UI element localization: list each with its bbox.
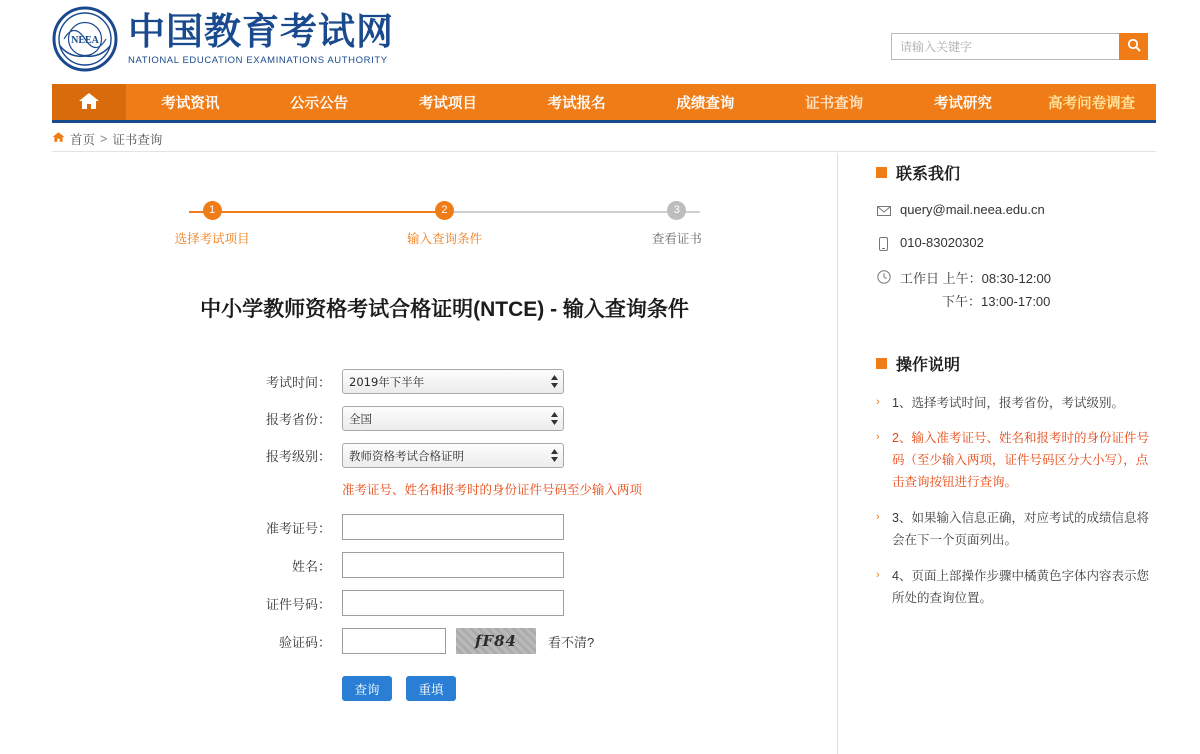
- search-button[interactable]: [1119, 33, 1148, 60]
- nav-item-2[interactable]: 考试项目: [418, 95, 477, 112]
- field-ticket: [52, 514, 837, 540]
- field-id-number: [52, 590, 837, 616]
- instruction-text-2: 3、如果输入信息正确，对应考试的成绩信息将会在下一个页面列出。: [892, 511, 1149, 547]
- captcha-refresh-link[interactable]: 看不清?: [548, 634, 595, 650]
- id-input[interactable]: [342, 590, 564, 616]
- main-column: [52, 153, 838, 754]
- step-1-label: 选择考试项目: [174, 232, 250, 246]
- contact-hours-line2: 下午：13:00-17:00: [942, 293, 1051, 309]
- contact-hours-line1: 工作日 上午：08:30-12:00: [900, 271, 1052, 286]
- chevron-right-icon: ›: [876, 431, 880, 444]
- field-name: [52, 552, 837, 578]
- captcha-label: 验证码：: [278, 634, 331, 650]
- province-label: 报考省份：: [265, 412, 331, 427]
- home-icon: [52, 131, 65, 146]
- neea-seal-icon: [52, 6, 118, 72]
- contact-phone-row: [876, 235, 1155, 251]
- step-2-number: 2: [435, 201, 454, 220]
- instruction-text-0: 1、选择考试时间，报考省份，考试级别。: [892, 395, 1124, 410]
- site-header: [0, 0, 1200, 84]
- id-label: 证件号码：: [265, 596, 331, 612]
- instructions-title-text: 操作说明: [896, 356, 961, 374]
- step-3-label: 查看证书: [651, 232, 702, 246]
- nav-item-home[interactable]: [52, 84, 126, 120]
- stepper-arrows-icon: [551, 444, 558, 467]
- square-bullet-icon: [876, 358, 887, 369]
- instruction-item-2: [876, 508, 1155, 552]
- nav-item-5[interactable]: 证书查询: [805, 95, 864, 112]
- instructions-panel: [876, 352, 1155, 610]
- nav-item-7[interactable]: 高考问卷调查: [1048, 95, 1136, 112]
- contact-email-row: [876, 202, 1155, 218]
- instruction-item-1: [876, 428, 1155, 494]
- province-select[interactable]: [342, 406, 564, 431]
- form-hint: 准考证号、姓名和报考时的身份证件号码至少输入两项: [342, 483, 643, 497]
- main-nav: [52, 84, 1156, 123]
- exam-time-value: 2019年下半年: [349, 374, 425, 389]
- step-2[interactable]: [328, 199, 560, 247]
- field-exam-time: [52, 369, 837, 394]
- brand-name-cn: 中国教育考试网: [128, 9, 394, 53]
- nav-item-0[interactable]: 考试资讯: [161, 95, 220, 112]
- instruction-text-1: 2、输入准考证号、姓名和报考时的身份证件号码（至少输入两项，证件号码区分大小写），点击查询按钮进行查询。: [892, 431, 1149, 490]
- form-buttons: [342, 676, 837, 701]
- stepper-arrows-icon: [551, 407, 558, 430]
- field-level: [52, 443, 837, 468]
- sidebar: [838, 153, 1155, 754]
- chevron-right-icon: ›: [876, 511, 880, 523]
- search-input[interactable]: [891, 33, 1119, 60]
- name-label: 姓名：: [291, 558, 331, 574]
- search-icon: [1127, 38, 1141, 55]
- instructions-panel-title: [876, 352, 1155, 375]
- exam-time-select[interactable]: [342, 369, 564, 394]
- brand-name-en: NATIONAL EDUCATION EXAMINATIONS AUTHORITY: [128, 54, 388, 66]
- nav-item-3[interactable]: 考试报名: [547, 95, 606, 112]
- step-1[interactable]: [96, 199, 328, 247]
- breadcrumb: [52, 126, 1156, 152]
- contact-phone: 010-83020302: [900, 235, 984, 250]
- step-1-number: 1: [203, 201, 222, 220]
- ticket-input[interactable]: [342, 514, 564, 540]
- contact-panel-title: [876, 161, 1155, 184]
- page-title: 中小学教师资格考试合格证明(NTCE) - 输入查询条件: [200, 298, 689, 321]
- stepper-arrows-icon: [551, 370, 558, 393]
- step-3: [561, 199, 793, 247]
- contact-title-text: 联系我们: [896, 166, 961, 183]
- name-input[interactable]: [342, 552, 564, 578]
- instruction-text-3: 4、页面上部操作步骤中橘黄色字体内容表示您所处的查询位置。: [892, 568, 1149, 605]
- breadcrumb-home-link[interactable]: 首页: [70, 132, 96, 147]
- progress-stepper: [96, 199, 793, 251]
- instruction-item-0: [876, 393, 1155, 415]
- square-bullet-icon: [876, 167, 887, 178]
- step-2-label: 输入查询条件: [406, 232, 482, 246]
- nav-item-6[interactable]: 考试研究: [933, 95, 992, 112]
- exam-time-label: 考试时间：: [265, 375, 331, 390]
- chevron-right-icon: ›: [876, 568, 880, 581]
- content-area: [52, 153, 1156, 754]
- contact-email[interactable]: query@mail.neea.edu.cn: [900, 202, 1045, 217]
- field-captcha: [52, 628, 837, 654]
- chevron-right-icon: ›: [876, 395, 880, 408]
- mail-icon: [876, 203, 891, 218]
- ticket-label: 准考证号：: [265, 520, 331, 536]
- site-search: [891, 33, 1148, 60]
- step-3-number: 3: [667, 201, 686, 220]
- nav-item-1[interactable]: 公示公告: [290, 95, 349, 112]
- field-province: [52, 406, 837, 431]
- level-value: 教师资格考试合格证明: [349, 448, 464, 463]
- breadcrumb-current: 证书查询: [112, 132, 163, 147]
- captcha-input[interactable]: [342, 628, 446, 654]
- phone-icon: [876, 236, 891, 251]
- logo-area[interactable]: [52, 6, 394, 72]
- level-label: 报考级别：: [265, 449, 331, 464]
- level-select[interactable]: [342, 443, 564, 468]
- reset-button[interactable]: 重填: [406, 676, 456, 701]
- submit-button[interactable]: 查询: [342, 676, 392, 701]
- breadcrumb-separator: >: [100, 131, 108, 146]
- home-icon: [78, 91, 100, 114]
- province-value: 全国: [349, 411, 372, 426]
- contact-hours-row: [876, 268, 1155, 314]
- captcha-image[interactable]: fF84: [456, 628, 536, 654]
- query-form: [52, 369, 837, 701]
- instruction-item-3: [876, 566, 1155, 610]
- nav-item-4[interactable]: 成绩查询: [676, 95, 735, 112]
- svg-text:NEEA: NEEA: [71, 35, 99, 46]
- clock-icon: [876, 269, 891, 284]
